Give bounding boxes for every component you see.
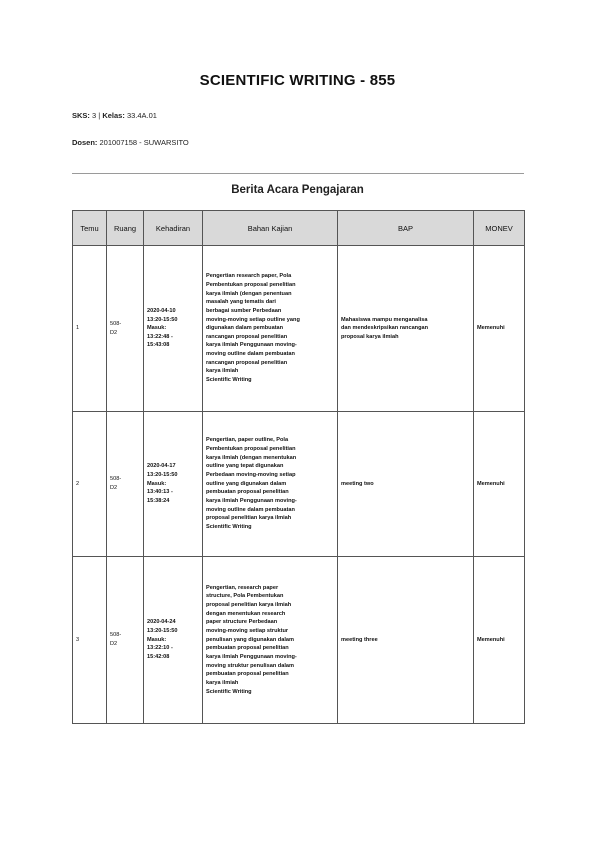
bahan-line: Pembentukan proposal penelitian — [206, 281, 296, 288]
bap-line: Mahasiswa mampu menganalisa — [341, 316, 428, 323]
cell-bap — [338, 412, 474, 557]
cell-bap — [338, 557, 474, 724]
bahan-line: outline yang tepat digunakan — [206, 463, 284, 470]
cell-bap — [338, 246, 474, 412]
cell-temu: 1 — [73, 246, 107, 412]
cell-monev: Memenuhi — [474, 412, 525, 557]
header-temu: Temu — [73, 211, 107, 246]
course-meta-line — [72, 111, 157, 120]
cell-ruang — [107, 412, 144, 557]
bahan-line: Pengertian, research paper — [206, 584, 279, 591]
kehadiran-line: 2020-04-17 — [147, 463, 176, 470]
bahan-line: karya ilmiah (dengan menentukan — [206, 454, 297, 461]
kehadiran-line: Masuk: — [147, 480, 167, 487]
bahan-line: Scientific Writing — [206, 688, 252, 695]
bahan-line: karya ilmiah (dengan penentuan — [206, 290, 292, 297]
table-row — [73, 557, 525, 724]
table-row — [73, 412, 525, 557]
divider — [72, 173, 524, 174]
kehadiran-line: 13:22:10 - — [147, 645, 173, 652]
kehadiran-line: 13:20-15:50 — [147, 628, 178, 635]
bahan-line: karya ilmiah Penggunaan moving- — [206, 653, 297, 660]
kehadiran-line: 13:22:48 - — [147, 333, 173, 340]
bahan-line: moving struktur penulisan dalam — [206, 662, 294, 669]
bahan-line: pembuatan proposal penelitian — [206, 671, 289, 678]
kehadiran-line: 15:38:24 — [147, 497, 170, 504]
bap-line: proposal karya ilmiah — [341, 333, 399, 340]
cell-monev: Memenuhi — [474, 246, 525, 412]
kehadiran-line: Masuk: — [147, 325, 167, 332]
section-title: Berita Acara Pengajaran — [231, 184, 364, 196]
bahan-line: berbagai sumber Perbedaan — [206, 307, 282, 314]
ruang-line: 508- — [110, 632, 122, 639]
bahan-line: proposal penelitian karya ilmiah — [206, 602, 292, 609]
bahan-line: moving outline dalam pembuatan — [206, 506, 295, 513]
cell-bahan-kajian — [203, 412, 338, 557]
dosen-label: Dosen: — [72, 138, 98, 147]
course-title: SCIENTIFIC WRITING - 855 — [199, 72, 396, 89]
sks-value: 3 — [92, 111, 97, 120]
bahan-line: penulisan yang digunakan dalam — [206, 636, 294, 643]
teaching-record-table — [72, 210, 525, 724]
bap-line: dan mendeskripsikan rancangan — [341, 325, 429, 332]
cell-temu: 2 — [73, 412, 107, 557]
bahan-line: Scientific Writing — [206, 523, 252, 530]
ruang-line: 508- — [110, 476, 122, 483]
kehadiran-line: 15:42:08 — [147, 653, 170, 660]
kehadiran-line: Masuk: — [147, 636, 167, 643]
cell-temu: 3 — [73, 557, 107, 724]
bahan-line: moving-moving setiap outline yang — [206, 316, 300, 323]
bahan-line: Pengertian, paper outline, Pola — [206, 437, 289, 444]
bahan-line: dengan menentukan research — [206, 610, 286, 617]
cell-kehadiran — [144, 412, 203, 557]
bap-line: meeting three — [341, 636, 378, 643]
cell-monev: Memenuhi — [474, 557, 525, 724]
header-bahan-kajian: Bahan Kajian — [203, 211, 338, 246]
cell-ruang — [107, 557, 144, 724]
bahan-line: Pengertian research paper, Pola — [206, 273, 292, 280]
bahan-line: Perbedaan moving-moving setiap — [206, 472, 296, 479]
bahan-line: pembuatan proposal penelitian — [206, 645, 289, 652]
kehadiran-line: 15:43:08 — [147, 342, 170, 349]
bahan-line: karya ilmiah — [206, 368, 239, 375]
bahan-line: structure, Pola Pembentukan — [206, 593, 284, 600]
kehadiran-line: 13:20-15:50 — [147, 472, 178, 479]
bahan-line: rancangan proposal penelitian — [206, 359, 288, 366]
cell-kehadiran — [144, 557, 203, 724]
header-bap: BAP — [338, 211, 474, 246]
cell-kehadiran — [144, 246, 203, 412]
kelas-value: 33.4A.01 — [126, 111, 157, 120]
ruang-line: D2 — [110, 485, 118, 491]
kehadiran-line: 2020-04-24 — [147, 619, 176, 626]
kelas-label: Kelas: — [102, 111, 125, 120]
bahan-line: Pembentukan proposal penelitian — [206, 446, 296, 453]
header-kehadiran: Kehadiran — [144, 211, 203, 246]
header-ruang: Ruang — [107, 211, 144, 246]
bahan-line: karya ilmiah Penggunaan moving- — [206, 342, 297, 349]
dosen-value: 201007158 - SUWARSITO — [99, 138, 189, 147]
bahan-line: karya ilmiah — [206, 679, 239, 686]
ruang-line: D2 — [110, 641, 118, 647]
kehadiran-line: 2020-04-10 — [147, 307, 176, 314]
ruang-line: 508- — [110, 320, 122, 327]
bahan-line: Scientific Writing — [206, 377, 252, 384]
bahan-line: outline yang digunakan dalam — [206, 480, 287, 487]
bahan-line: pembuatan proposal penelitian — [206, 489, 289, 496]
cell-ruang — [107, 246, 144, 412]
bahan-line: moving-moving setiap struktur — [206, 628, 289, 635]
bahan-line: masalah yang tematis dari — [206, 299, 276, 306]
bahan-line: moving outline dalam pembuatan — [206, 351, 295, 358]
separator: | — [98, 111, 101, 120]
header-monev: MONEV — [474, 211, 525, 246]
table-row — [73, 246, 525, 412]
lecturer-line — [72, 138, 189, 147]
sks-label: SKS: — [72, 111, 90, 120]
bahan-line: paper structure Perbedaan — [206, 619, 278, 626]
kehadiran-line: 13:40:13 - — [147, 489, 173, 496]
table-header-row — [73, 211, 525, 246]
bap-line: meeting two — [341, 480, 374, 487]
bahan-line: digunakan dalam pembuatan — [206, 325, 284, 332]
bahan-line: rancangan proposal penelitian — [206, 333, 288, 340]
ruang-line: D2 — [110, 329, 118, 336]
bahan-line: proposal penelitian karya ilmiah — [206, 515, 292, 522]
cell-bahan-kajian — [203, 557, 338, 724]
bahan-line: karya ilmiah Penggunaan moving- — [206, 497, 297, 504]
cell-bahan-kajian — [203, 246, 338, 412]
kehadiran-line: 13:20-15:50 — [147, 316, 178, 323]
